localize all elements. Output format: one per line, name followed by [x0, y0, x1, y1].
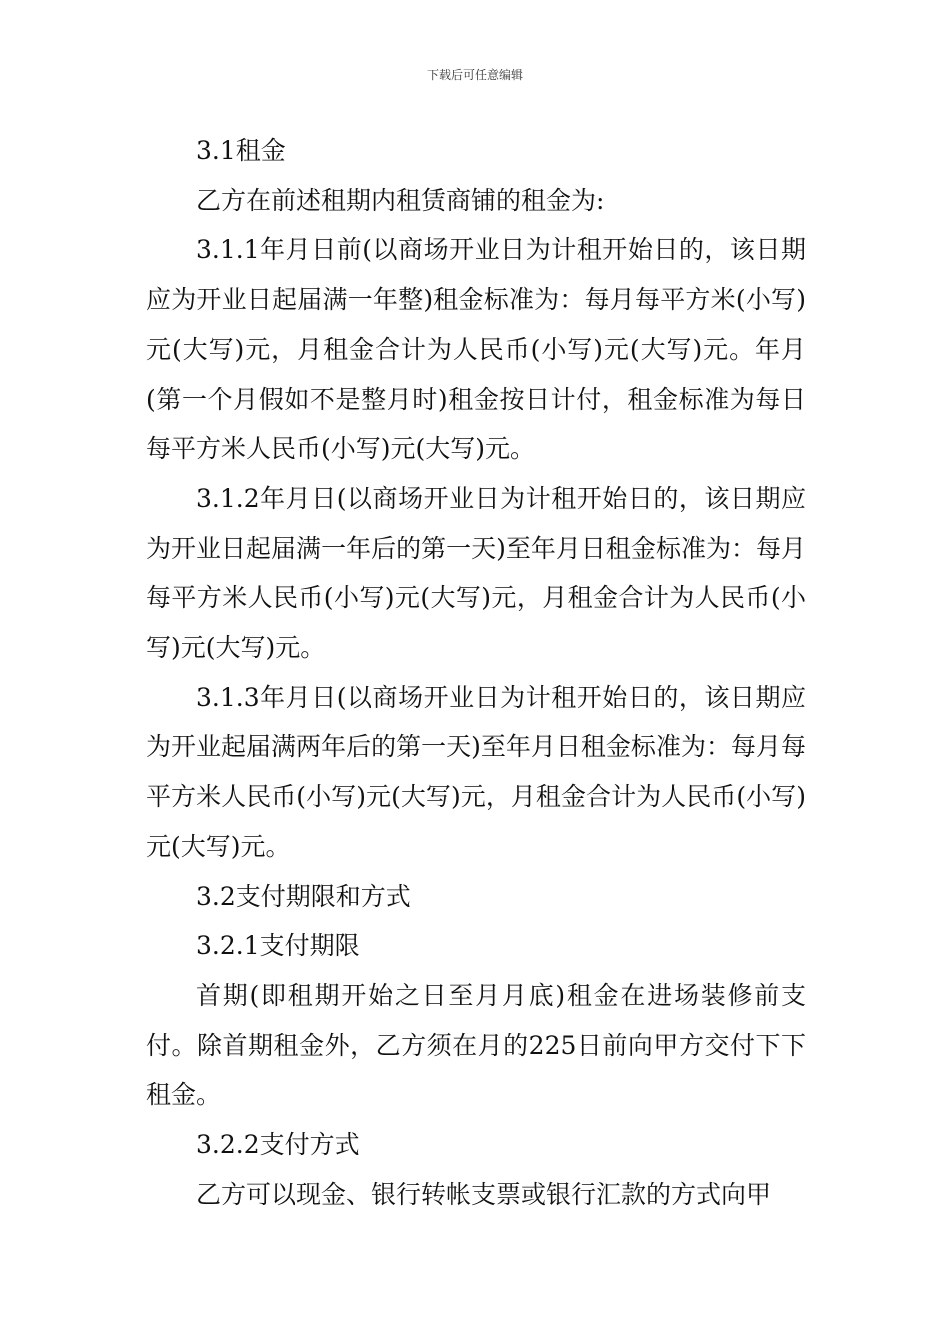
paragraph-payment-term: 首期(即租期开始之日至月月底)租金在进场装修前支付。除首期租金外，乙方须在月的225日前向甲方交付下下租金。 — [146, 980, 806, 1110]
page-header-note: 下载后可任意编辑 — [426, 68, 523, 82]
paragraph-payment-method: 乙方可以现金、银行转帐支票或银行汇款的方式向甲 — [196, 1179, 772, 1209]
paragraph-3-1-3: 3.1.3年月日(以商场开业日为计租开始日的，该日期应为开业起届满两年后的第一天)至年月日租金标准为：每月每平方米人民币(小写)元(大写)元，月租金合计为人民币(小写)元(大写)元。 — [146, 682, 806, 861]
paragraph-3-1-1: 3.1.1年月日前(以商场开业日为计租开始日的，该日期应为开业日起届满一年整)租金标准为：每月每平方米(小写)元(大写)元，月租金合计为人民币(小写)元(大写)元。年月(第一个月假如不是整月时)租金按日计付，租金标准为每日每平方米人民币(小写)元(大写)元。 — [146, 235, 806, 464]
paragraph-rent-intro: 乙方在前述租期内租赁商铺的租金为: — [196, 185, 605, 215]
document-body — [146, 126, 806, 1219]
section-heading-3-2-2: 3.2.2支付方式 — [196, 1130, 360, 1160]
section-heading-3-1: 3.1租金 — [196, 136, 286, 165]
section-heading-3-2: 3.2支付期限和方式 — [196, 881, 411, 911]
paragraph-3-1-2: 3.1.2年月日(以商场开业日为计租开始日的，该日期应为开业日起届满一年后的第一天)至年月日租金标准为：每月每平方米人民币(小写)元(大写)元，月租金合计为人民币(小写)元(大写)元。 — [146, 483, 806, 663]
section-heading-3-2-1: 3.2.1支付期限 — [196, 931, 360, 961]
